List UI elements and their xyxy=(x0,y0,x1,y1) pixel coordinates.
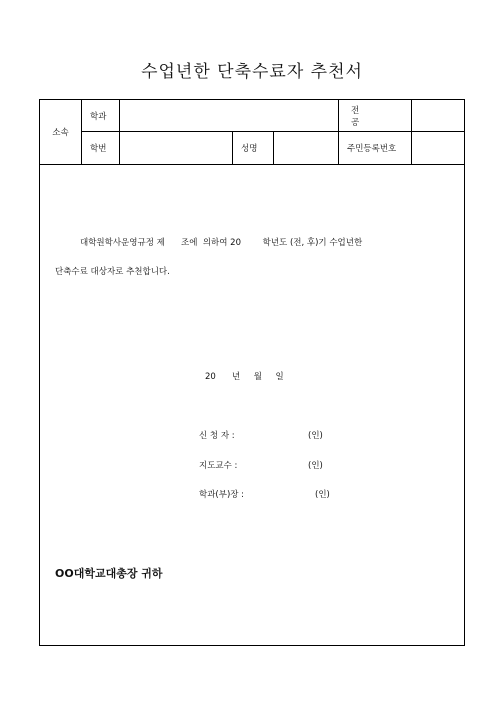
student-no-label: 학번 xyxy=(82,132,120,165)
page-title: 수업년한 단축수료자 추천서 xyxy=(141,62,363,82)
advisor-seal: (인) xyxy=(308,461,323,471)
addressee: OO대학교대총장 귀하 xyxy=(55,567,163,580)
info-table xyxy=(39,99,465,165)
resident-no-field[interactable] xyxy=(412,132,465,165)
advisor-label: 지도교수 : xyxy=(199,461,238,471)
major-label: 전 공 xyxy=(339,100,412,132)
body-line-1: 대학원학사운영규정 제 조에 의하여 20 학년도 (전, 후)기 수업년한 xyxy=(80,238,363,248)
department-label: 학과 xyxy=(82,100,120,132)
name-label: 성명 xyxy=(233,132,274,165)
affiliation-label: 소속 xyxy=(40,100,82,165)
student-no-field[interactable] xyxy=(120,132,233,165)
body-line-2: 단축수료 대상자로 추천합니다. xyxy=(55,267,170,277)
name-field[interactable] xyxy=(274,132,339,165)
resident-no-label: 주민등록번호 xyxy=(339,132,412,165)
dept-head-label: 학과(부)장 : xyxy=(199,490,245,500)
applicant-seal: (인) xyxy=(308,431,323,441)
date-line: 20 년 월 일 xyxy=(205,372,284,382)
dept-head-seal: (인) xyxy=(315,490,330,500)
applicant-label: 신 청 자 : xyxy=(199,431,235,441)
major-field[interactable] xyxy=(412,100,465,132)
department-field[interactable] xyxy=(120,100,339,132)
